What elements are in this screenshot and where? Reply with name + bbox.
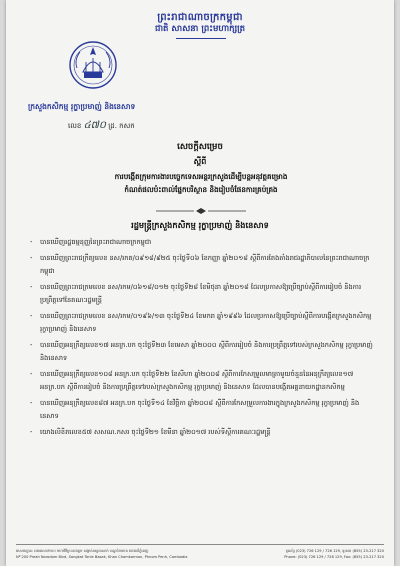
letterhead-footer bbox=[16, 544, 384, 559]
footer-contact-english: Phone: (023) 726 129 / 726 129, Fax: (855) 23-217 320 bbox=[284, 555, 384, 559]
reference-number-line bbox=[68, 118, 135, 133]
issuer-title: រដ្ឋមន្ត្រីក្រសួងកសិកម្ម រុក្ខាប្រមាញ់ និងនេសាទ bbox=[131, 220, 269, 230]
reference-label: លេខ bbox=[68, 122, 82, 130]
list-item: - បានឃើញអនុក្រឹត្យលេខ១០៨ អនក្រ.បក ចុះថ្ងៃទី២២ ខែសីហា ឆ្នាំ២០០៨ ស្តីពីការកែសម្រួលមាត្រាមួយចំនួននៃអនុក្រឹត្យលេខ១៧ អនក្រ.បក ស្តីពីការរៀបចំ និងការប្រព្រឹត្តទៅរបស់ក្រសួងកសិកម្ម រុក្ខាប្រមាញ់ និងនេសាទ ដែលបានបង្កើតអគ្គនាយកដ្ឋានកសិកម្ម bbox=[30, 368, 376, 395]
ministry-emblem-icon bbox=[68, 38, 118, 92]
list-item: - បានឃើញអនុក្រឹត្យលេខ៨៧ អនក្រ.បក ចុះថ្ងៃទី១៤ ខែវិច្ឆិកា ឆ្នាំ២០០៨ ស្តីពីការកែសម្រួលការងារក្នុងក្រសួងកសិកម្ម រុក្ខាប្រមាញ់ និងនេសាទ bbox=[30, 397, 376, 424]
list-item: - យោងលិខិតលេខ៥៧ សសណ.កសរ ចុះថ្ងៃទី២១ ខែមីនា ឆ្នាំ២០១៧ របស់ទីស្តីការគណៈរដ្ឋមន្ត្រី bbox=[30, 426, 376, 440]
list-item: - បានឃើញព្រះរាជក្រមលេខ នស/រកម/០១៩៦/១៣ ចុះថ្ងៃទី២៤ ខែមករា ឆ្នាំ១៩៩៦ ដែលប្រកាសឱ្យប្រើច្បាប់ស្តីពីការបង្កើតក្រសួងកសិកម្ម រុក្ខាប្រមាញ់ និងនេសាទ bbox=[30, 310, 376, 337]
reference-suffix: ដ្រ. កសក bbox=[108, 122, 135, 130]
footer-contact-khmer: ទូរស័ព្ទ (023) 726 129 / 726 129, ទូរសារ (855) 23-217 320 bbox=[285, 549, 384, 553]
ornamental-divider-icon bbox=[156, 208, 246, 214]
footer-address bbox=[16, 548, 246, 560]
about-label: ស្តីពី bbox=[193, 157, 207, 166]
ministry-name: ក្រសួងកសិកម្ម រុក្ខាប្រមាញ់ និងនេសាទ bbox=[28, 102, 136, 111]
subject-line: កំណត់ផលប៉ះពាល់ផ្នែកបរិស្ថាន និងរៀបចំផែនការគ្រប់គ្រង bbox=[124, 185, 278, 194]
footer-address-khmer: អាសយដ្ឋាន: អគារលេខ២០០ មហាវិថីព្រះនរោត្តម សង្កាត់ទន្លេបាសាក់ ខណ្ឌចំការមន រាជធានីភ្នំពេញ bbox=[16, 549, 149, 553]
motto-divider bbox=[176, 38, 226, 39]
subject-line: ការបង្កើតក្រុមការងារបច្ចេកទេសអន្តរក្រសួងដើម្បីបន្តអនុវត្តគម្រោង bbox=[114, 172, 288, 181]
list-item: - បានឃើញព្រះរាជក្រឹត្យលេខ នស/រកត/០៩១៨/៩២៥ ចុះថ្ងៃទី០៦ ខែកញ្ញា ឆ្នាំ២០១៨ ស្តីពីការតែងតាំងរាជរដ្ឋាភិបាលនៃព្រះរាជាណាចក្រកម្ពុជា bbox=[30, 252, 376, 279]
decision-subject bbox=[46, 170, 356, 196]
national-motto: ជាតិ សាសនា ព្រះមហាក្សត្រ bbox=[154, 24, 246, 34]
list-item: - បានឃើញរដ្ឋធម្មនុញ្ញនៃព្រះរាជាណាចក្រកម្ពុជា bbox=[30, 236, 376, 250]
list-item: - បានឃើញអនុក្រឹត្យលេខ១៧ អនក្រ.បក ចុះថ្ងៃទី២៣ ខែមេសា ឆ្នាំ២០០០ ស្តីពីការរៀបចំ និងការប្រព្រឹត្តទៅរបស់ក្រសួងកសិកម្ម រុក្ខាប្រមាញ់ និងនេសាទ bbox=[30, 339, 376, 366]
legal-references-list bbox=[30, 236, 376, 441]
document-page bbox=[6, 0, 394, 566]
document-type-title: សេចក្តីសម្រេច bbox=[177, 142, 223, 152]
list-item: - បានឃើញព្រះរាជក្រមលេខ នស/រកម/០៦១៨/០១២ ចុះថ្ងៃទី២៨ ខែមិថុនា ឆ្នាំ២០១៨ ដែលប្រកាសឱ្យប្រើច្បាប់ស្តីពីការរៀបចំ និងការប្រព្រឹត្តទៅនៃគណៈរដ្ឋមន្ត្រី bbox=[30, 281, 376, 308]
reference-number: ៤៧០ bbox=[83, 120, 106, 131]
footer-contact bbox=[254, 548, 384, 560]
footer-address-english: Nº 200 Preah Norodom Blvd, Sangkat Tonle Basak, Khan Chamkarmon, Phnom Penh, Cambodia bbox=[16, 555, 188, 559]
kingdom-heading: ព្រះរាជាណាចក្រកម្ពុជា bbox=[157, 12, 243, 23]
